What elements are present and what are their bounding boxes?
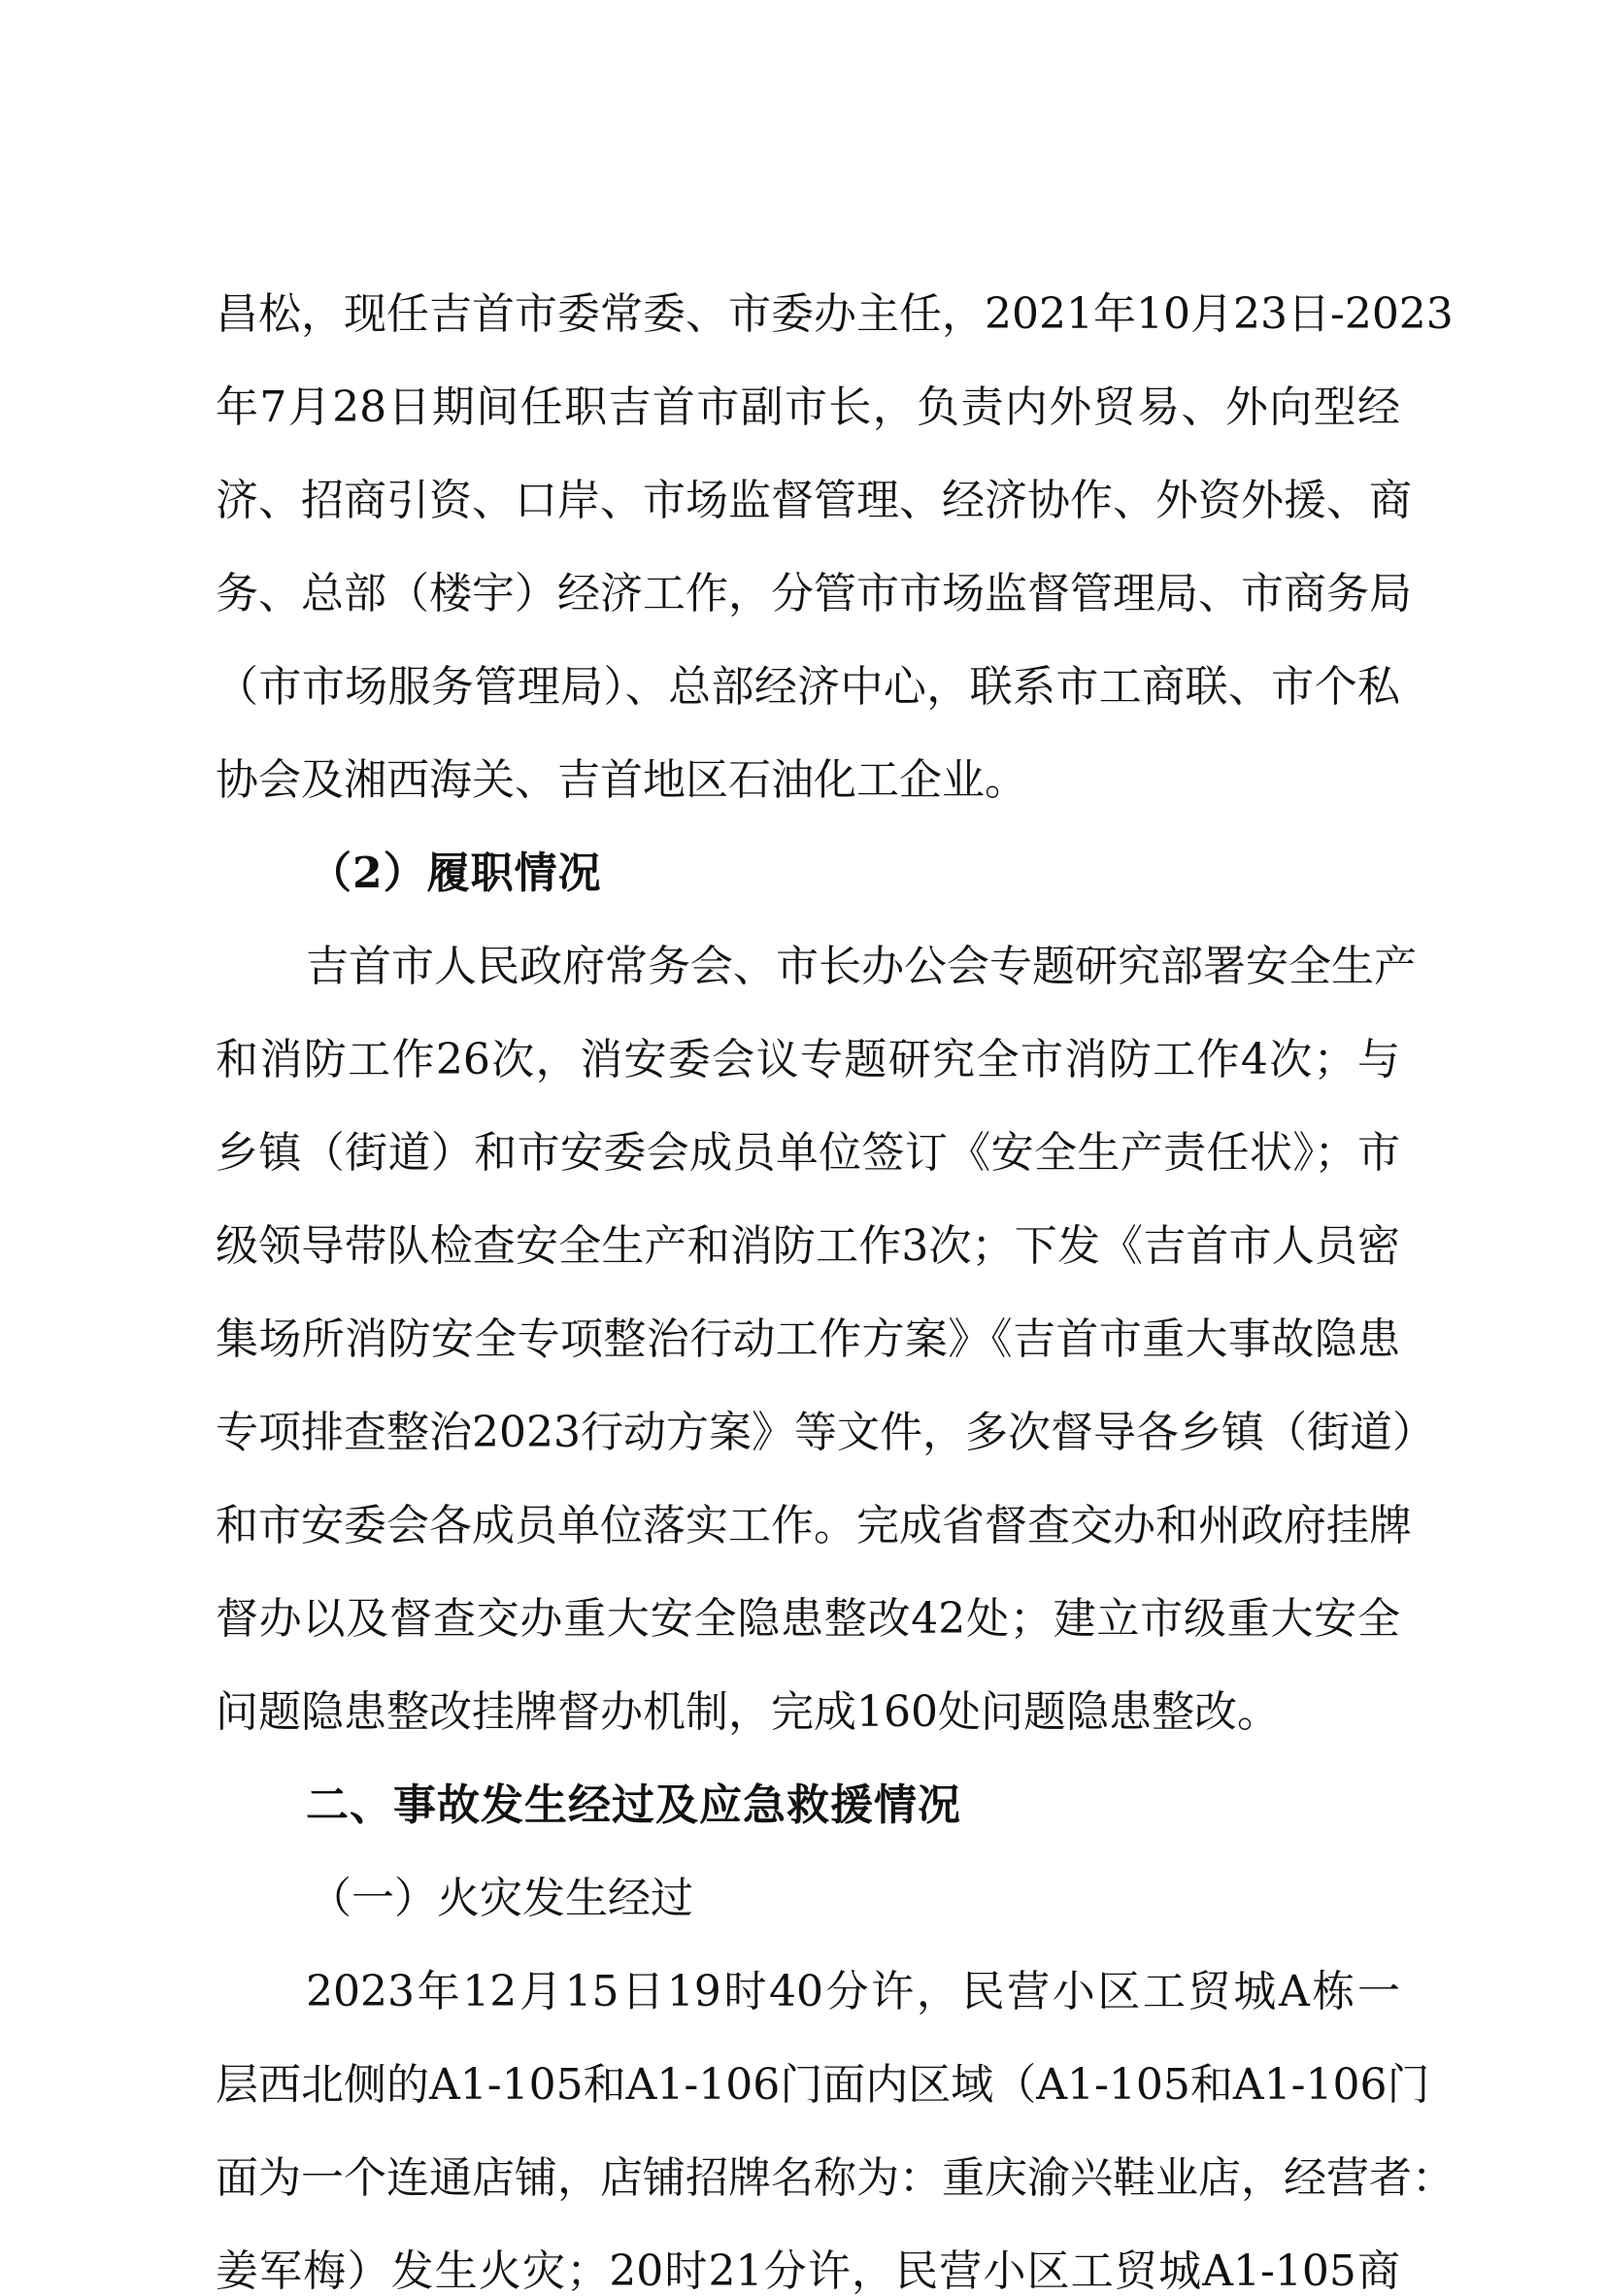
paragraph-line-3: 济、招商引资、口岸、市场监督管理、经济协作、外资外援、商 bbox=[216, 476, 1412, 525]
paragraph-line-10: 级领导带队检查安全生产和消防工作3次；下发《吉首市人员密 bbox=[216, 1221, 1400, 1271]
paragraph-line-8: 和消防工作26次，消安委会议专题研究全市消防工作4次；与 bbox=[216, 1035, 1400, 1084]
paragraph-line-12: 专项排查整治2023行动方案》等文件，多次督导各乡镇（街道） bbox=[216, 1408, 1435, 1457]
paragraph-line-13: 和市安委会各成员单位落实工作。完成省督查交办和州政府挂牌 bbox=[216, 1501, 1412, 1550]
paragraph-line-16: 2023年12月15日19时40分许，民营小区工贸城A栋一 bbox=[306, 1967, 1400, 2016]
paragraph-line-18: 面为一个连通店铺，店铺招牌名称为：重庆渝兴鞋业店，经营者： bbox=[216, 2153, 1455, 2203]
paragraph-line-17: 层西北侧的A1-105和A1-106门面内区域（A1-105和A1-106门 bbox=[216, 2060, 1430, 2110]
paragraph-line-19: 姜军梅）发生火灾；20时21分许，民营小区工贸城A1-105商 bbox=[216, 2246, 1400, 2296]
paragraph-line-2: 年7月28日期间任职吉首市副市长，负责内外贸易、外向型经 bbox=[216, 383, 1400, 432]
section-subheading-fire-process: （一）火灾发生经过 bbox=[309, 1874, 693, 1923]
paragraph-line-4: 务、总部（楼宇）经济工作，分管市市场监督管理局、市商务局 bbox=[216, 569, 1412, 618]
section-heading-accident-process: 二、事故发生经过及应急救援情况 bbox=[306, 1780, 961, 1830]
paragraph-line-1: 昌松，现任吉首市委常委、市委办主任，2021年10月23日-2023 bbox=[216, 289, 1454, 339]
section-subheading-duty-performance: （2）履职情况 bbox=[309, 849, 602, 898]
paragraph-line-7: 吉首市人民政府常务会、市长办公会专题研究部署安全生产 bbox=[306, 942, 1417, 991]
paragraph-line-14: 督办以及督查交办重大安全隐患整改42处；建立市级重大安全 bbox=[216, 1594, 1400, 1644]
paragraph-line-15: 问题隐患整改挂牌督办机制，完成160处问题隐患整改。 bbox=[216, 1687, 1280, 1737]
paragraph-line-9: 乡镇（街道）和市安委会成员单位签订《安全生产责任状》；市 bbox=[216, 1128, 1400, 1178]
paragraph-line-11: 集场所消防安全专项整治行动工作方案》《吉首市重大事故隐患 bbox=[216, 1314, 1400, 1364]
paragraph-line-5: （市市场服务管理局）、总部经济中心，联系市工商联、市个私 bbox=[216, 662, 1400, 712]
paragraph-line-6: 协会及湘西海关、吉首地区石油化工企业。 bbox=[216, 755, 1027, 805]
